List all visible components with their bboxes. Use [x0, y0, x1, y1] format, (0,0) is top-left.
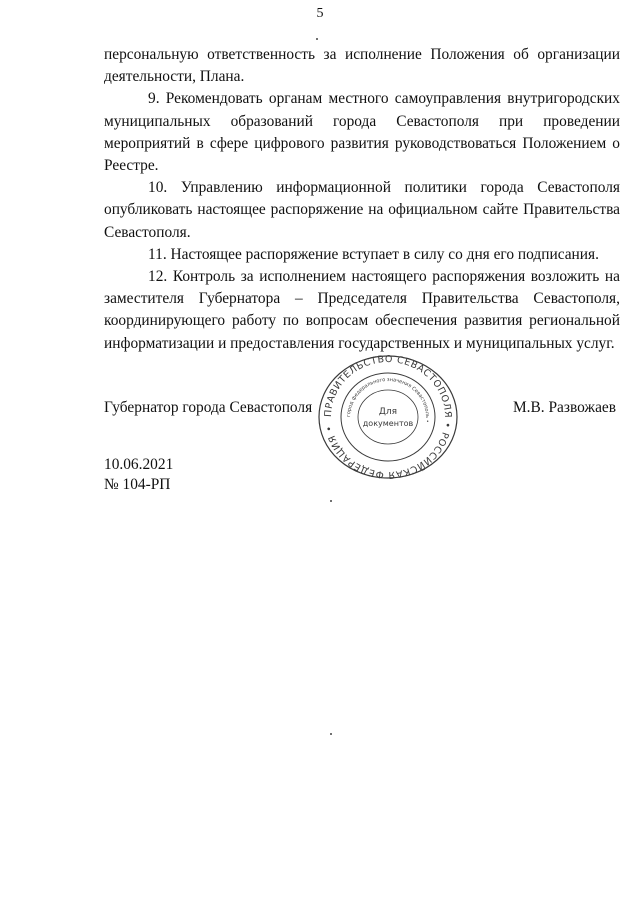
- seal-middle-ring: [341, 373, 435, 461]
- seal-inner-text: город федерального значения Севастополь •: [345, 376, 431, 423]
- seal-center-line1: Для: [378, 407, 398, 417]
- scan-speck: [330, 500, 332, 502]
- signature-name: М.В. Развожаев: [513, 399, 616, 416]
- paragraph: 11. Настоящее распоряжение вступает в силу со дня его подписания.: [148, 245, 599, 263]
- seal-inner-ring: [358, 390, 418, 444]
- seal-ink: [319, 356, 457, 478]
- seal-outer-text: ПРАВИТЕЛЬСТВО СЕВАСТОПОЛЯ • РОССИЙСКАЯ ФЕДЕРАЦИЯ •: [322, 354, 454, 480]
- page-number: 5: [316, 6, 324, 21]
- signature-title: Губернатор города Севастополя: [104, 399, 313, 416]
- paragraph: 10. Управлению информационной политики города Севастополя опубликовать настоящее распоряжение на официальном сайте Правительства Севастополя.: [104, 179, 620, 241]
- document-number: № 104-РП: [104, 476, 171, 493]
- scan-speck: [316, 38, 318, 40]
- paragraph: 12. Контроль за исполнением настоящего распоряжения возложить на заместителя Губернатора – Председателя Правительства Севастополя, координирующего работу по вопросам обеспечения развития региональной информатизации и предоставления государственных и муниципальных услуг.: [104, 268, 620, 352]
- document-date: 10.06.2021: [104, 456, 174, 473]
- scan-speck: [330, 733, 332, 735]
- paragraph: персональную ответственность за исполнение Положения об организации деятельности, Плана.: [104, 46, 620, 86]
- paragraph: 9. Рекомендовать органам местного самоуправления внутригородских муниципальных образований города Севастополя при проведении мероприятий в сфере цифрового развития руководствоваться Положением о Реестре.: [104, 90, 620, 175]
- seal-outer-ring: [319, 356, 457, 478]
- seal-center-line2: документов: [362, 419, 414, 428]
- body-text: [104, 44, 620, 355]
- official-seal: [316, 354, 460, 480]
